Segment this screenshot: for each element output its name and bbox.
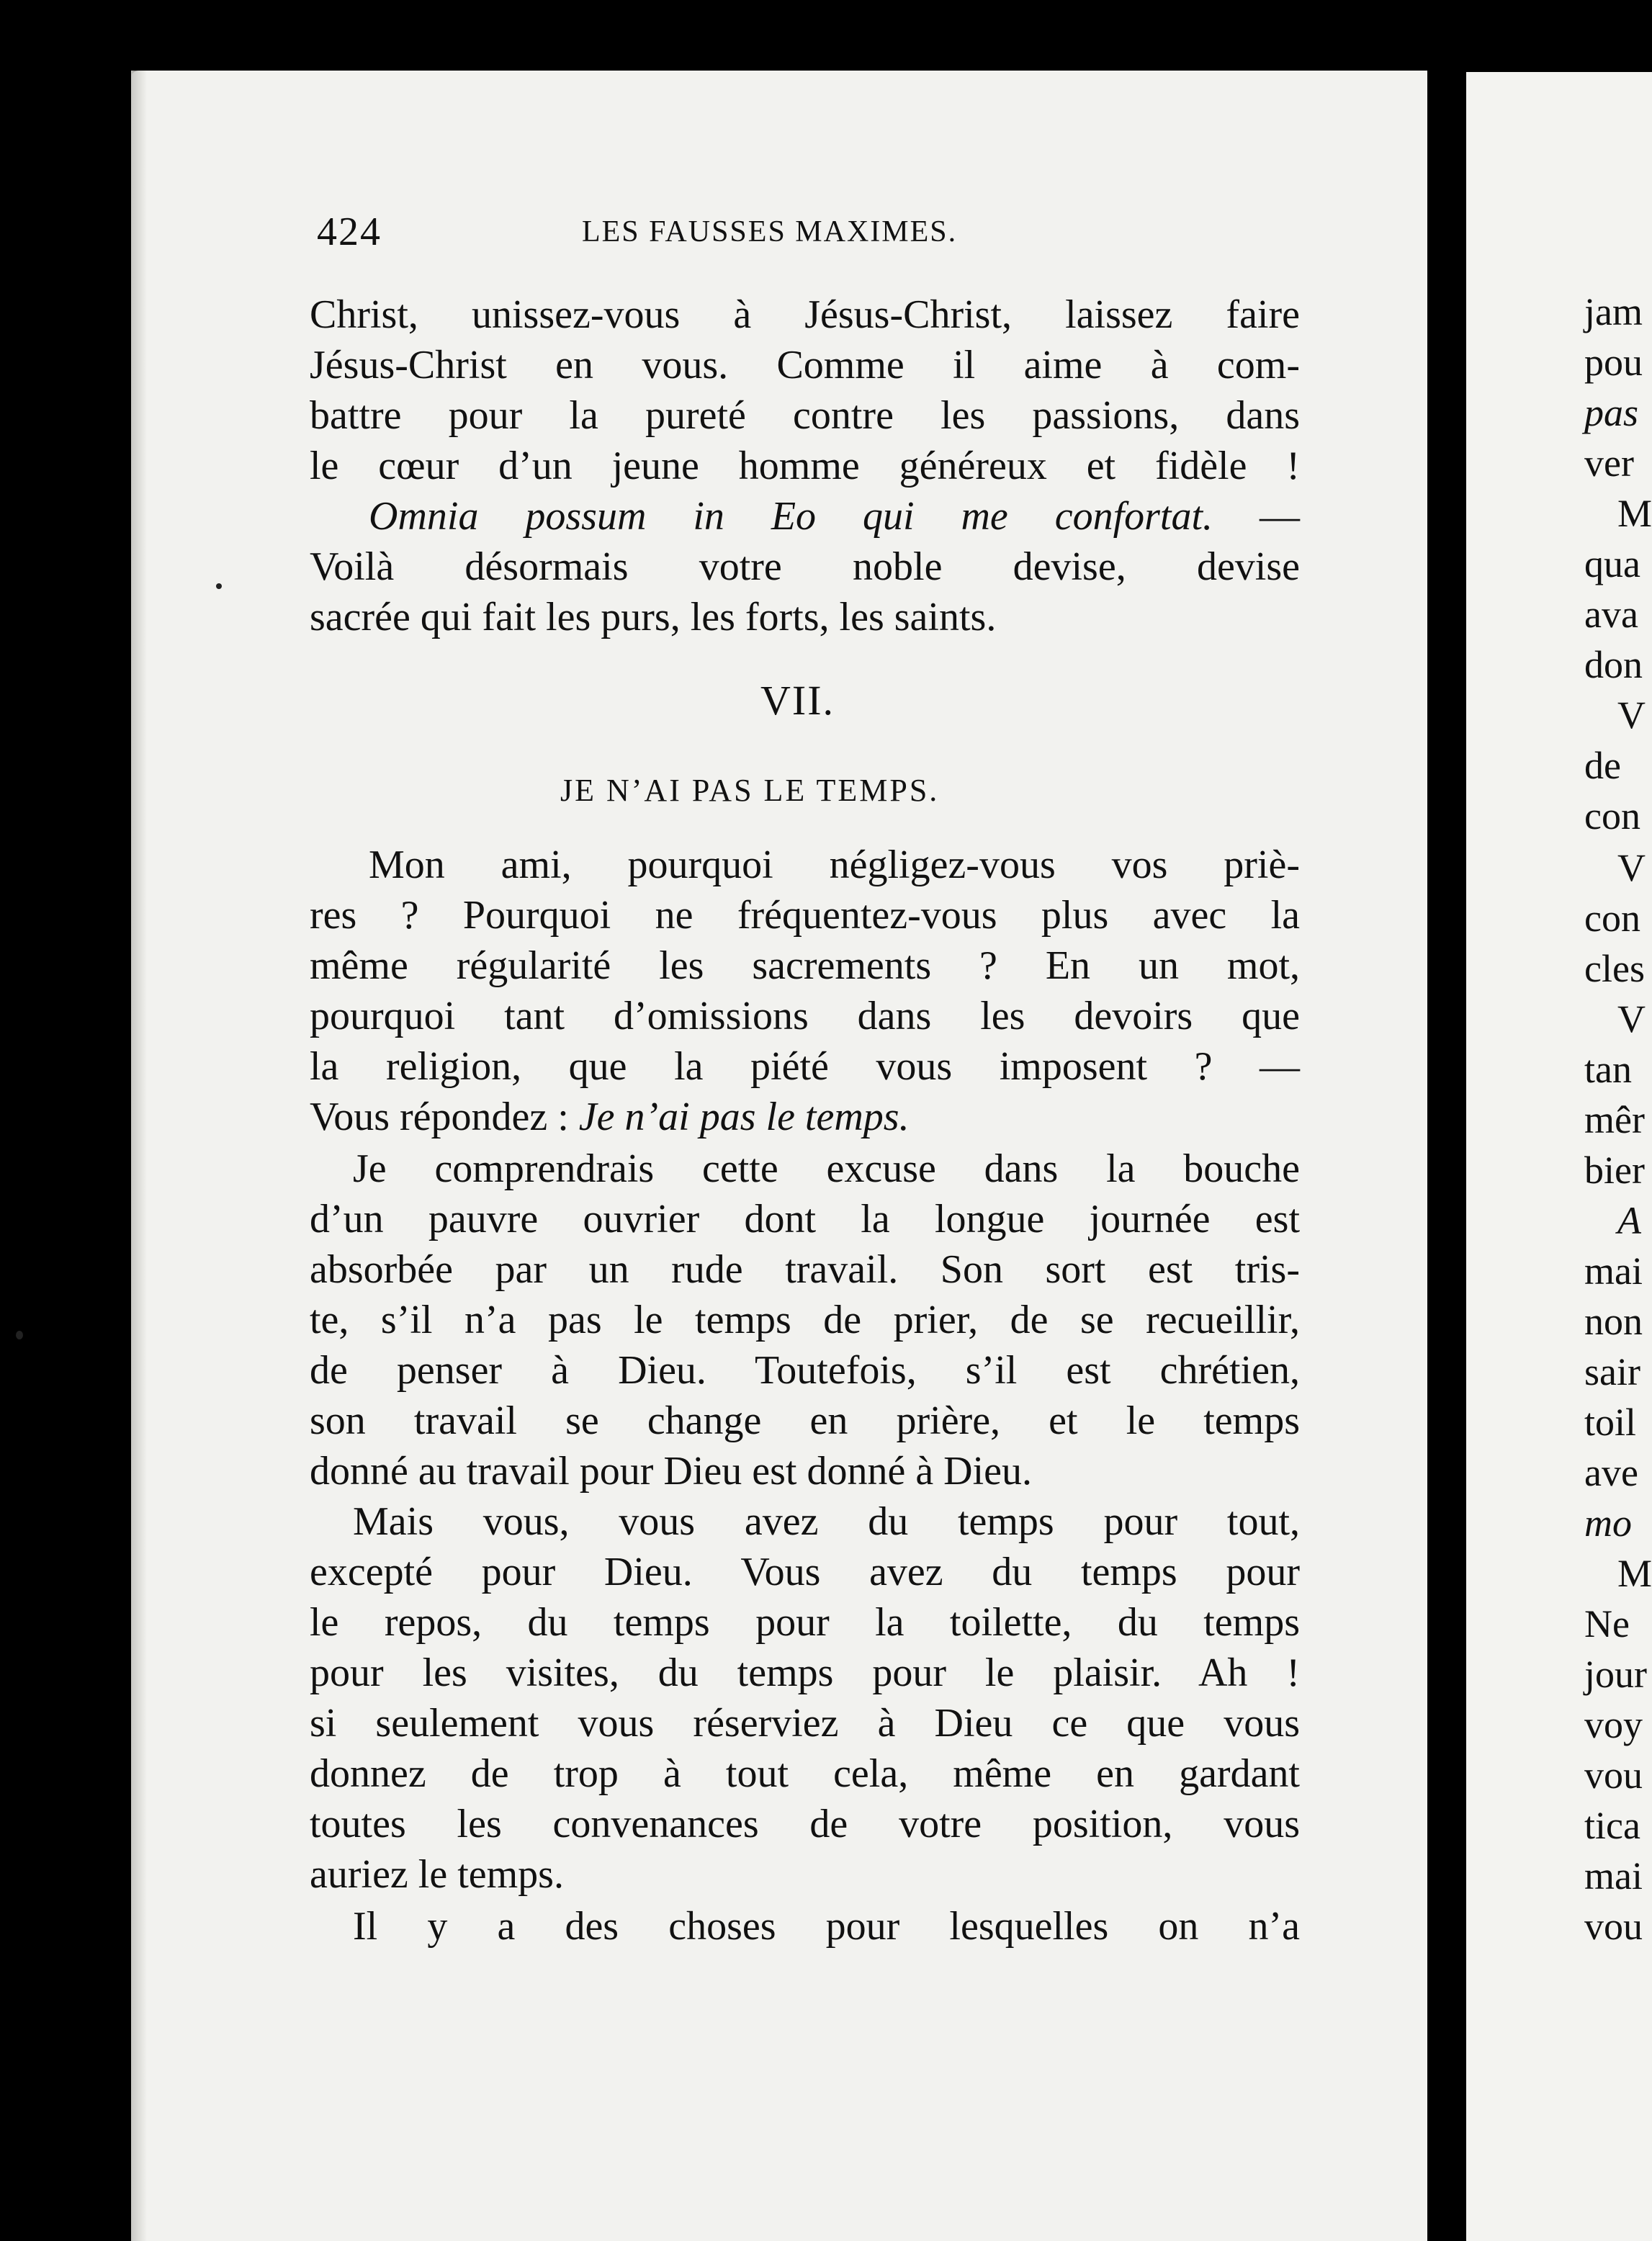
text-line: son travail se change en prière, et le temps <box>310 1398 1300 1443</box>
paper-speck <box>16 1331 23 1339</box>
right-page-fragment: vou <box>1584 1905 1643 1948</box>
text-line: absorbée par un rude travail. Son sort est tris- <box>310 1247 1300 1292</box>
right-page-fragment: jour <box>1584 1653 1647 1696</box>
page-number: 424 <box>317 210 382 254</box>
right-page-fragment: con <box>1584 794 1640 837</box>
right-page-fragment: ava <box>1584 593 1638 636</box>
italic-text: Je n’ai pas le temps. <box>578 1095 910 1139</box>
latin-quote: Omnia possum in Eo qui me confortat. <box>369 494 1213 539</box>
text-line: d’un pauvre ouvrier dont la longue journée est <box>310 1197 1300 1241</box>
right-page-fragment: pas <box>1584 391 1639 434</box>
text-line: sacrée qui fait les purs, les forts, les saints. <box>310 595 997 639</box>
text-line: Il y a des choses pour lesquelles on n’a <box>353 1904 1300 1949</box>
text-line: Je comprendrais cette excuse dans la bouche <box>353 1146 1300 1191</box>
chapter-number: VII. <box>760 677 835 724</box>
text-line: Christ, unissez-vous à Jésus-Christ, laissez faire <box>310 292 1300 337</box>
text-line: le repos, du temps pour la toilette, du temps <box>310 1600 1300 1645</box>
right-page-fragment: A <box>1617 1199 1641 1242</box>
text-line: la religion, que la piété vous imposent ? — <box>310 1044 1300 1089</box>
right-page-fragment: jam <box>1584 290 1643 333</box>
text-line: donné au travail pour Dieu est donné à Dieu. <box>310 1449 1033 1494</box>
paper-speck <box>216 583 222 589</box>
right-page-fragment: mai <box>1584 1854 1643 1898</box>
running-head <box>317 203 1048 261</box>
right-page-fragment: don <box>1584 643 1643 686</box>
right-page-fragment: M <box>1617 492 1652 535</box>
plain-text: Vous répondez : <box>310 1095 579 1139</box>
right-page-fragment: vou <box>1584 1753 1643 1797</box>
text-line: Voilà désormais votre noble devise, devise <box>310 544 1300 589</box>
text-line: Jésus-Christ en vous. Comme il aime à com- <box>310 343 1300 387</box>
text-line: excepté pour Dieu. Vous avez du temps pour <box>310 1550 1300 1594</box>
right-page-fragment: bier <box>1584 1149 1645 1192</box>
chapter-title: JE N’AI PAS LE TEMPS. <box>560 773 940 808</box>
right-page-fragment: toil <box>1584 1401 1637 1444</box>
text-line: le cœur d’un jeune homme généreux et fidèle ! <box>310 444 1300 488</box>
text-line: pourquoi tant d’omissions dans les devoirs que <box>310 994 1300 1038</box>
right-page-fragment: ave <box>1584 1451 1638 1494</box>
right-page-fragment: sair <box>1584 1350 1640 1393</box>
text-line: battre pour la pureté contre les passions, dans <box>310 393 1300 438</box>
text-line: Mais vous, vous avez du temps pour tout, <box>353 1499 1300 1544</box>
latin-quote-line <box>369 493 1300 540</box>
running-title: LES FAUSSES MAXIMES. <box>582 215 958 248</box>
text-line: donnez de trop à tout cela, même en gardant <box>310 1751 1300 1796</box>
right-page-fragment: tan <box>1584 1048 1632 1091</box>
right-page-fragment: de <box>1584 744 1621 787</box>
right-page-fragment: voy <box>1584 1703 1643 1746</box>
text-line: Mon ami, pourquoi négligez-vous vos priè- <box>369 843 1300 887</box>
right-page-fragment: V <box>1617 693 1646 737</box>
text-line: auriez le temps. <box>310 1852 564 1897</box>
em-dash: — <box>1213 494 1301 539</box>
text-line: pour les visites, du temps pour le plaisir. Ah ! <box>310 1651 1300 1695</box>
right-page-fragment: mai <box>1584 1249 1643 1293</box>
right-page-fragment: pou <box>1584 341 1643 384</box>
right-page-fragment: ver <box>1584 441 1634 485</box>
text-line: toutes les convenances de votre position, vous <box>310 1802 1300 1846</box>
right-page-fragment: cles <box>1584 947 1645 990</box>
text-line: de penser à Dieu. Toutefois, s’il est chrétien, <box>310 1348 1300 1393</box>
text-line-with-italic <box>310 1093 1300 1141</box>
right-page-fragment: mêr <box>1584 1098 1645 1141</box>
text-line: même régularité les sacrements ? En un mot, <box>310 943 1300 988</box>
text-line: res ? Pourquoi ne fréquentez-vous plus avec la <box>310 893 1300 938</box>
text-line: te, s’il n’a pas le temps de prier, de se recueillir, <box>310 1298 1300 1342</box>
right-page-fragment: con <box>1584 897 1640 940</box>
right-page-fragment: Ne <box>1584 1602 1630 1645</box>
right-page-fragment: V <box>1617 846 1646 889</box>
right-page-fragment: qua <box>1584 542 1640 585</box>
right-page-fragment: V <box>1617 997 1646 1041</box>
page-edge-shadow <box>131 71 147 2241</box>
text-line: si seulement vous réserviez à Dieu ce que vous <box>310 1701 1300 1746</box>
right-page-fragment: M <box>1617 1552 1652 1595</box>
right-page-fragment: mo <box>1584 1501 1632 1545</box>
right-page-fragment: non <box>1584 1300 1643 1343</box>
right-page-fragment: tica <box>1584 1804 1640 1847</box>
